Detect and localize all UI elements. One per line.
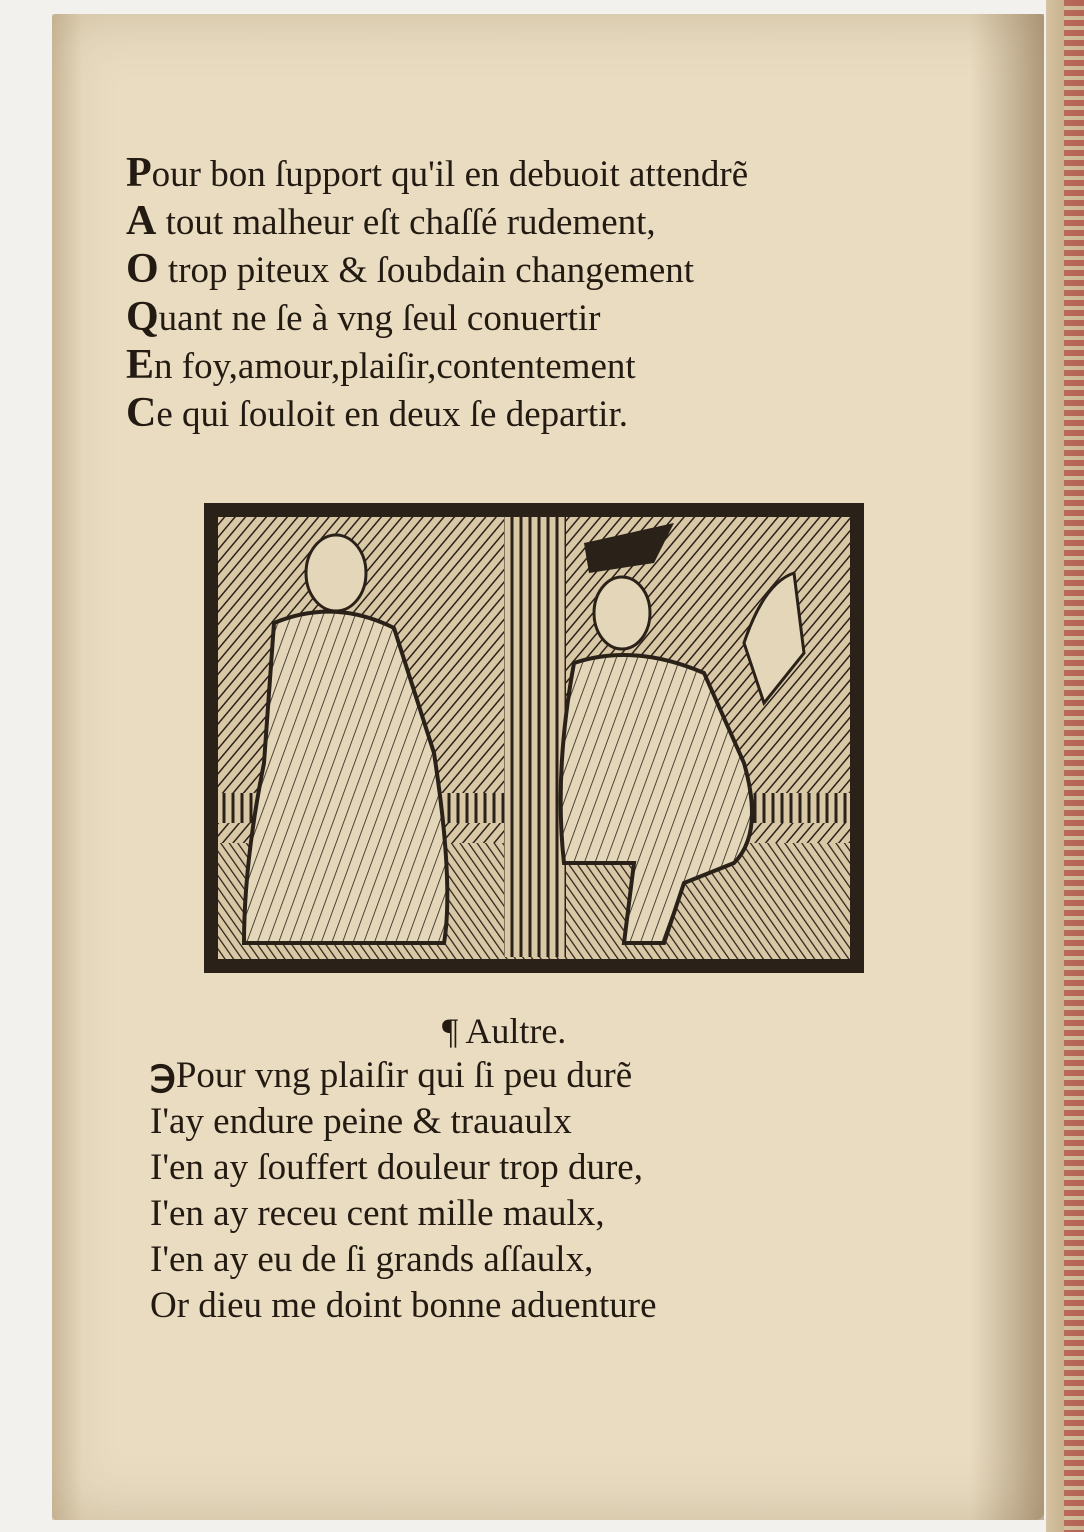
woodcut-illustration: [204, 503, 864, 973]
verse-line: Or dieu me doint bonne aduenture: [150, 1285, 657, 1326]
woodcut-image: [204, 503, 864, 973]
verse-line: Quant ne ſe à vng ſeul conuertir: [126, 294, 601, 340]
page-left-shadow: [52, 14, 82, 1520]
verse-line: I'en ay receu cent mille maulx,: [150, 1193, 605, 1234]
woman-head: [306, 535, 366, 611]
verse-line: I'ay endure peine & trauaulx: [150, 1101, 572, 1142]
verse-line: [150, 1053, 870, 1099]
stanza-one: [126, 150, 946, 438]
verse-line: En foy,amour,plaiſir,contentement: [126, 342, 636, 388]
man-head: [594, 577, 650, 649]
section-heading: ¶ Aultre.: [442, 1011, 567, 1051]
verse-line: I'en ay eu de ſi grands aſſaulx,: [150, 1239, 594, 1280]
verse-marker: ℈: [150, 1055, 176, 1096]
verse-line-text: Pour vng plaiſir qui ſi peu durẽ: [175, 1055, 633, 1096]
stanza-two: [150, 1053, 870, 1329]
page-gutter-shadow: [970, 14, 1044, 1520]
verse-line: I'en ay ſouffert douleur trop dure,: [150, 1147, 643, 1188]
column-pillar: [504, 517, 566, 957]
verse-line: A tout malheur eſt chaſſé rudement,: [126, 198, 656, 244]
verse-line: O trop piteux & ſoubdain changement: [126, 246, 695, 292]
spine-binding-thread: [1064, 0, 1084, 1532]
verse-line: Ce qui ſouloit en deux ſe departir.: [126, 390, 628, 436]
verse-line: Pour bon ſupport qu'il en debuoit attendrẽ: [126, 150, 749, 196]
